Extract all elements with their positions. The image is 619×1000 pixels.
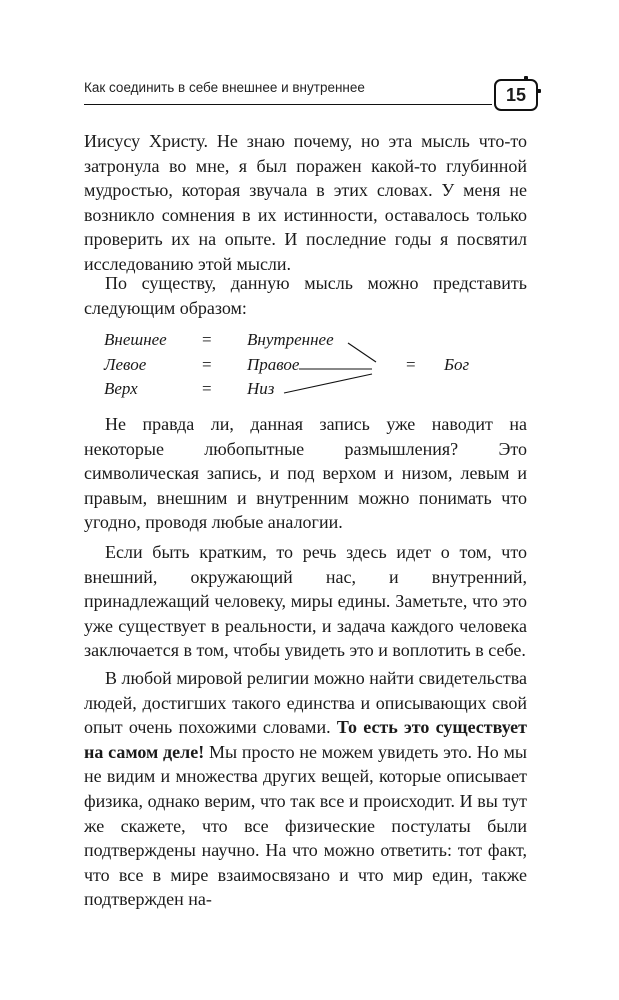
- formula-right-2: Правое: [247, 355, 300, 374]
- paragraph-block-5: [84, 666, 527, 912]
- paragraph-4: Если быть кратким, то речь здесь идет о том, что внешний, окружающий нас, и внутренний, принадлежащий человеку, миры едины. Заметьте, что это уже существует в реальности, и задача каждого человека заключается в том, чтобы увидеть это и воплотить в себе.: [84, 542, 527, 661]
- paragraph-block-3: [84, 412, 527, 535]
- formula-eq-3: =: [202, 379, 212, 398]
- paragraph-5: [84, 666, 527, 912]
- connector-line-bottom: [284, 374, 372, 393]
- paragraph-5-emphasis: То есть это существует на самом деле!: [84, 717, 527, 762]
- formula-right-1: Внутреннее: [247, 330, 334, 349]
- paragraph-block-4: [84, 540, 527, 663]
- paragraph-continued: [84, 129, 527, 277]
- corner-dot: [524, 76, 528, 80]
- corner-dot: [537, 89, 541, 93]
- paragraph-1: Иисусу Христу. Не знаю почему, но эта мысль что-то затронула во мне, я был поражен какой-то глубинной мудростью, которая звучала в этих словах. У меня не возникло сомнения в их истинности, оставалось только проверить их на опыте. И последние годы я посвятил исследованию этой мысли.: [84, 131, 527, 274]
- formula-result: Бог: [444, 355, 470, 374]
- page-number-box: [494, 79, 538, 111]
- formula-left-2: Левое: [104, 355, 147, 374]
- formula-left-3: Верх: [104, 379, 138, 398]
- header-rule: [84, 104, 492, 105]
- paragraph-intro-formula: [84, 271, 527, 320]
- page-number: 15: [505, 85, 527, 105]
- formula-eq-2: =: [202, 355, 212, 374]
- formula-eq-1: =: [202, 330, 212, 349]
- paragraph-5-end: Мы просто не можем увидеть это. Но мы не видим и множества других вещей, которые описывает физика, однако верим, что так все и происходит. И вы тут же скажете, что все физические постулаты были подтверждены научно. На что можно ответить: тот факт, что все в мире взаимосвязано и что мир един, также подтвержден на-: [84, 741, 527, 910]
- paragraph-2: По существу, данную мысль можно представить следующим образом:: [84, 273, 527, 318]
- paragraph-3: Не правда ли, данная запись уже наводит на некоторые любопытные размышления? Это символическая запись, и под верхом и низом, левым и правым, внешним и внутренним можно понимать что угодно, проводя любые аналогии.: [84, 414, 527, 533]
- formula-result-eq: =: [406, 355, 416, 374]
- formula-left-1: Внешнее: [104, 330, 167, 349]
- paragraph-5-start: В любой мировой религии можно найти свидетельства людей, достигших такого единства и описывающих свой опыт очень похожими словами.: [84, 668, 527, 738]
- formula-right-3: Низ: [247, 379, 275, 398]
- connector-line-top: [348, 343, 376, 362]
- running-title: Как соединить в себе внешнее и внутреннее: [84, 80, 365, 95]
